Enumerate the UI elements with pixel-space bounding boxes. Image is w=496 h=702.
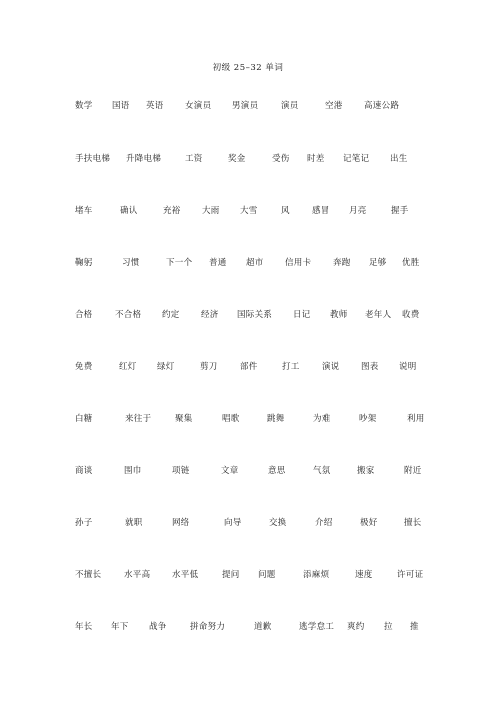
vocabulary-word: 时差 [307,154,325,164]
vocabulary-word: 图表 [361,362,379,372]
vocabulary-word: 国际关系 [237,310,273,320]
vocabulary-word: 水平低 [172,570,199,580]
vocabulary-word: 吵架 [359,414,377,424]
vocabulary-word: 水平高 [124,570,151,580]
vocabulary-word: 战争 [149,622,167,632]
word-row [0,204,496,216]
vocabulary-word: 红灯 [119,362,137,372]
vocabulary-word: 聚集 [175,414,193,424]
vocabulary-word: 文章 [221,466,239,476]
word-row [0,360,496,372]
vocabulary-word: 白糖 [75,414,93,424]
vocabulary-word: 超市 [246,258,264,268]
vocabulary-word: 年长 [75,622,93,632]
vocabulary-word: 记笔记 [343,154,370,164]
vocabulary-word: 为难 [313,414,331,424]
vocabulary-word: 习惯 [122,258,140,268]
vocabulary-word: 擅长 [404,518,422,528]
vocabulary-word: 打工 [282,362,300,372]
vocabulary-word: 感冒 [312,206,330,216]
vocabulary-word: 高速公路 [364,101,400,111]
vocabulary-word: 演说 [322,362,340,372]
vocabulary-word: 逃学怠工 [299,622,335,632]
vocabulary-word: 工资 [185,154,203,164]
vocabulary-word: 商谈 [75,466,93,476]
vocabulary-word: 英语 [146,101,164,111]
vocabulary-word: 普通 [209,258,227,268]
vocabulary-word: 问题 [258,570,276,580]
vocabulary-word: 奔跑 [333,258,351,268]
vocabulary-word: 跳舞 [267,414,285,424]
vocabulary-word: 握手 [391,206,409,216]
vocabulary-word: 大雪 [240,206,258,216]
vocabulary-word: 许可证 [397,570,424,580]
word-row [0,412,496,424]
vocabulary-word: 提问 [222,570,240,580]
word-row [0,99,496,111]
vocabulary-word: 免费 [75,362,93,372]
vocabulary-word: 升降电梯 [126,154,162,164]
vocabulary-word: 风 [281,206,290,216]
vocabulary-word: 交换 [269,518,287,528]
page-title: 初级 25–32 单词 [212,63,284,73]
vocabulary-word: 收费 [402,310,420,320]
vocabulary-word: 合格 [75,310,93,320]
vocabulary-word: 推 [410,622,419,632]
vocabulary-word: 就职 [125,518,143,528]
vocabulary-word: 手扶电梯 [75,154,111,164]
vocabulary-word: 大雨 [202,206,220,216]
vocabulary-word: 老年人 [365,310,392,320]
vocabulary-word: 介绍 [315,518,333,528]
vocabulary-word: 附近 [404,466,422,476]
vocabulary-word: 受伤 [272,154,290,164]
word-row [0,256,496,268]
vocabulary-word: 经济 [201,310,219,320]
vocabulary-word: 鞠躬 [75,258,93,268]
vocabulary-word: 唱歌 [222,414,240,424]
vocabulary-word: 来往于 [125,414,152,424]
vocabulary-word: 足够 [369,258,387,268]
vocabulary-word: 搬家 [357,466,375,476]
word-row [0,464,496,476]
vocabulary-word: 孙子 [75,518,93,528]
vocabulary-word: 部件 [240,362,258,372]
vocabulary-word: 向导 [224,518,242,528]
vocabulary-word: 添麻烦 [303,570,330,580]
word-row [0,620,496,632]
vocabulary-word: 约定 [162,310,180,320]
word-row [0,308,496,320]
vocabulary-word: 意思 [268,466,286,476]
vocabulary-word: 国语 [112,101,130,111]
vocabulary-word: 极好 [360,518,378,528]
vocabulary-word: 日记 [293,310,311,320]
vocabulary-word: 数学 [75,101,93,111]
vocabulary-word: 演员 [281,101,299,111]
vocabulary-word: 空港 [325,101,343,111]
vocabulary-word: 优胜 [402,258,420,268]
vocabulary-word: 拼命努力 [190,622,226,632]
vocabulary-word: 不合格 [115,310,142,320]
vocabulary-word: 速度 [355,570,373,580]
vocabulary-word: 下一个 [166,258,193,268]
vocabulary-word: 女演员 [185,101,212,111]
word-row [0,516,496,528]
vocabulary-word: 利用 [407,414,425,424]
word-row [0,568,496,580]
vocabulary-word: 剪刀 [200,362,218,372]
vocabulary-word: 信用卡 [285,258,312,268]
vocabulary-word: 气氛 [313,466,331,476]
vocabulary-word: 教师 [330,310,348,320]
vocabulary-word: 绿灯 [157,362,175,372]
vocabulary-word: 月亮 [349,206,367,216]
vocabulary-word: 奖金 [228,154,246,164]
vocabulary-word: 道歉 [254,622,272,632]
vocabulary-word: 爽约 [347,622,365,632]
vocabulary-word: 堵车 [75,206,93,216]
vocabulary-word: 年下 [111,622,129,632]
vocabulary-word: 网络 [172,518,190,528]
word-row [0,152,496,164]
vocabulary-word: 拉 [384,622,393,632]
vocabulary-word: 充裕 [163,206,181,216]
vocabulary-word: 男演员 [232,101,259,111]
vocabulary-word: 确认 [120,206,138,216]
vocabulary-word: 项链 [172,466,190,476]
vocabulary-word: 不擅长 [75,570,102,580]
vocabulary-word: 围巾 [124,466,142,476]
vocabulary-word: 出生 [390,154,408,164]
vocabulary-word: 说明 [399,362,417,372]
